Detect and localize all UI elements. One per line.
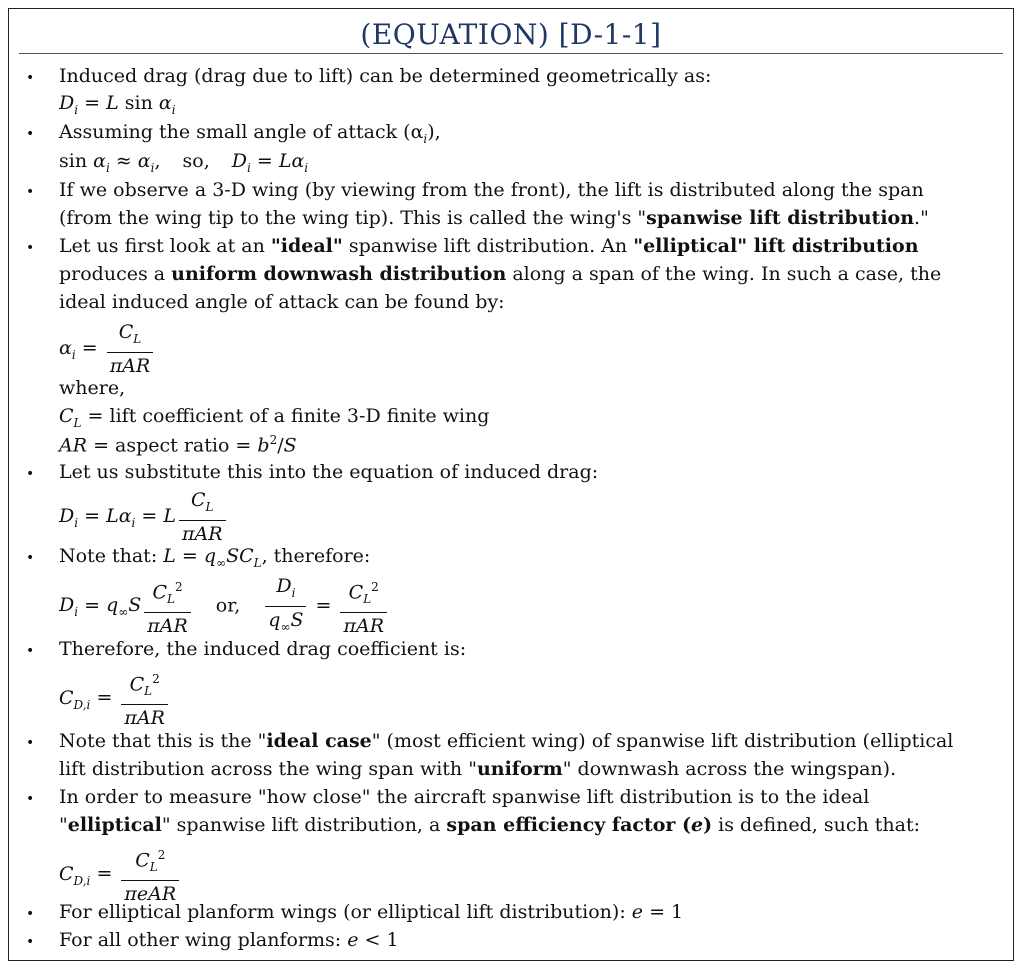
- b9-l2d: span efficiency factor (: [446, 814, 692, 836]
- bullet: •: [26, 735, 35, 751]
- ar-def-text: = aspect ratio =: [87, 434, 258, 457]
- bullet-3-line-2: [59, 207, 1005, 229]
- bullet-7-text: Therefore, the induced drag coefficient is:: [59, 638, 467, 660]
- bullet-8-line-2: [59, 758, 1005, 780]
- bullet: •: [26, 791, 35, 807]
- b9-l2g: is defined, such that:: [712, 814, 920, 836]
- ar-definition: AR = aspect ratio = $b^2/S$: [59, 433, 297, 457]
- bullet-2-text-b: ),: [427, 121, 441, 143]
- b4-l1d: "elliptical" lift distribution: [633, 235, 919, 257]
- bullet-3-line-2-c: .": [914, 207, 929, 229]
- b10-text: For elliptical planform wings (or elliptical lift distribution):: [59, 901, 632, 923]
- b8-l1a: Note that this is the ": [59, 730, 267, 752]
- eq-induced-drag-dynamic: $D_i = q_\infty S$ $\frac{C_L^2}{\text{πAR}}$ or, $\frac{D_i}{q_\infty S}$ = $\frac{C_L^2}{\text{πAR}}$: [59, 573, 1005, 640]
- b6-a: Note that:: [59, 545, 164, 567]
- b4-l2b: uniform downwash distribution: [171, 263, 507, 285]
- bullet-9-line-2: [59, 814, 1005, 836]
- bullet-10-text: For elliptical planform wings (or elliptical lift distribution): e = 1: [59, 901, 684, 923]
- eq-drag-coefficient-efficiency: $C_{D,i}$ = $\frac{C_L^2}{\text{πeAR}}$: [59, 842, 1005, 907]
- b6-b: , therefore:: [261, 545, 371, 567]
- title-divider: [19, 53, 1003, 54]
- eq-small-angle: $\sin \alpha_i \approx \alpha_i$, so, $D_i = L\alpha_i$: [59, 150, 309, 175]
- bullet-1-text: Induced drag (drag due to lift) can be determined geometrically as:: [59, 65, 712, 87]
- bullet-3-line-2-a: (from the wing tip to the wing tip). This is called the wing's ": [59, 207, 647, 229]
- bullet: •: [26, 550, 35, 566]
- eq-induced-drag-geometric: $D_i = L$ $\sin \alpha_i$: [59, 92, 176, 117]
- bullet: •: [26, 643, 35, 659]
- b4-l1c: spanwise lift distribution. An: [342, 235, 634, 257]
- bullet-3-bold: spanwise lift distribution: [646, 207, 915, 229]
- b9-l2c: " spanwise lift distribution, a: [161, 814, 447, 836]
- b4-l2a: produces a: [59, 263, 172, 285]
- eq-induced-drag-substituted: $D_i = L\alpha_i = L$ $\frac{C_L}{\text{πAR}}$: [59, 487, 1005, 547]
- bullet: •: [26, 126, 35, 142]
- bullet-9-line-1: In order to measure "how close" the aircraft spanwise lift distribution is to the ideal: [59, 786, 870, 808]
- eq-induced-angle: $\alpha_i$ = $\frac{C_L}{\text{πAR}}$: [59, 319, 1005, 379]
- where-word: where,: [59, 377, 126, 399]
- bullet: •: [26, 70, 35, 86]
- bullet-2-text: Assuming the small angle of attack $(\alpha_i)$,: [59, 121, 441, 146]
- bullet: •: [26, 934, 35, 950]
- eq-induced-drag-coefficient: $C_{D,i}$ = $\frac{C_L^2}{\text{πAR}}$: [59, 666, 1005, 731]
- b4-l2c: along a span of the wing. In such a case, the: [506, 263, 942, 285]
- b8-l2c: " downwash across the wingspan).: [562, 758, 897, 780]
- or-word: or,: [215, 594, 241, 617]
- bullet-2-text-a: Assuming the small angle of attack (α: [59, 121, 424, 143]
- b8-l1c: " (most efficient wing) of spanwise lift distribution (elliptical: [371, 730, 954, 752]
- bullet-11-text: For all other wing planforms: e < 1: [59, 929, 399, 951]
- bullet-6-text: Note that: $L = q_\infty SC_L$, therefore:: [59, 545, 371, 570]
- bullet: •: [26, 466, 35, 482]
- bullet: •: [26, 184, 35, 200]
- cl-definition: $C_L$ = lift coefficient of a finite 3-D finite wing: [59, 405, 490, 430]
- bullet: •: [26, 906, 35, 922]
- b8-l1b: ideal case: [266, 730, 372, 752]
- b8-l2a: lift distribution across the wing span with ": [59, 758, 477, 780]
- b4-l1a: Let us first look at an: [59, 235, 271, 257]
- page-title: (EQUATION) [D-1-1]: [360, 18, 662, 51]
- b9-l2a: ": [59, 814, 68, 836]
- so-word: so,: [182, 150, 210, 172]
- b4-l1b: "ideal": [270, 235, 343, 257]
- b9-l2f: ): [703, 814, 713, 836]
- bullet: •: [26, 240, 35, 256]
- bullet-5-text: Let us substitute this into the equation of induced drag:: [59, 461, 599, 483]
- bullet-8-line-1: [59, 730, 1005, 752]
- bullet-4-line-3: ideal induced angle of attack can be found by:: [59, 291, 505, 313]
- b9-l2b: elliptical: [67, 814, 162, 836]
- bullet-4-line-1: [59, 235, 1005, 257]
- bullet-4-line-2: [59, 263, 1005, 285]
- bullet-3-line-1: If we observe a 3-D wing (by viewing from the front), the lift is distributed along the span: [59, 179, 924, 201]
- cl-def-text: = lift coefficient of a finite 3-D finite wing: [81, 405, 490, 427]
- b9-l2e: e: [691, 814, 704, 836]
- b8-l2b: uniform: [476, 758, 563, 780]
- equation-box: [8, 8, 1014, 961]
- b11-text: For all other wing planforms:: [59, 929, 348, 951]
